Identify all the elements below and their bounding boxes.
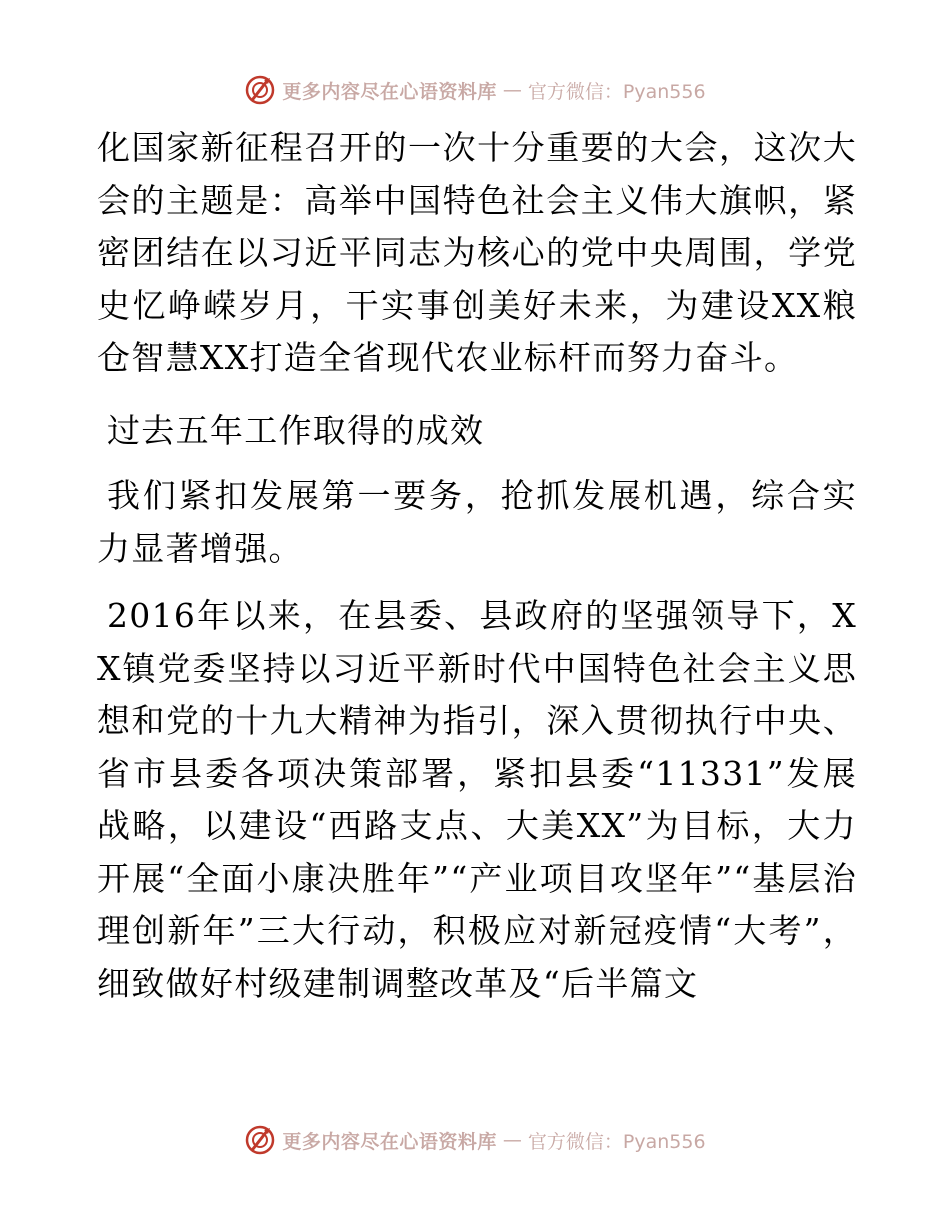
watermark-text: 更多内容尽在心语资料库 (282, 1130, 497, 1153)
paragraph-intro: 化国家新征程召开的一次十分重要的大会，这次大会的主题是：高举中国特色社会主义伟大旗帜，紧密团结在以习近平同志为核心的党中央周围，学党史忆峥嵘岁月，干实事创美好未来，为建设XX粮仓智慧XX打造全省现代农业标杆而努力奋斗。 (97, 128, 857, 377)
paragraph-detail: 2016年以来，在县委、县政府的坚强领导下，XX镇党委坚持以习近平新时代中国特色社会主义思想和党的十九大精神为指引，深入贯彻执行中央、省市县委各项决策部署，紧扣县委“11331”发展战略，以建设“西路支点、大美XX”为目标，大力开展“全面小康决胜年”“产业项目攻坚年”“基层治理创新年”三大行动，积极应对新冠疫情“大考”，细致做好村级建制调整改革及“后半篇文 (97, 596, 857, 1003)
document-body (97, 122, 857, 1010)
paragraph-summary: 我们紧扣发展第一要务，抢抓发展机遇，综合实力显著增强。 (97, 476, 857, 568)
watermark-text: 更多内容尽在心语资料库 (282, 80, 497, 103)
watermark-separator: — (502, 1129, 522, 1151)
logo-icon (244, 74, 276, 106)
watermark-wechat: 官方微信：Pyan556 (527, 1130, 706, 1153)
logo-icon (244, 1124, 276, 1156)
watermark-wechat: 官方微信：Pyan556 (527, 80, 706, 103)
watermark-separator: — (502, 79, 522, 101)
section-heading: 过去五年工作取得的成效 (107, 411, 485, 450)
footer-watermark (0, 1120, 950, 1160)
header-watermark (0, 70, 950, 110)
